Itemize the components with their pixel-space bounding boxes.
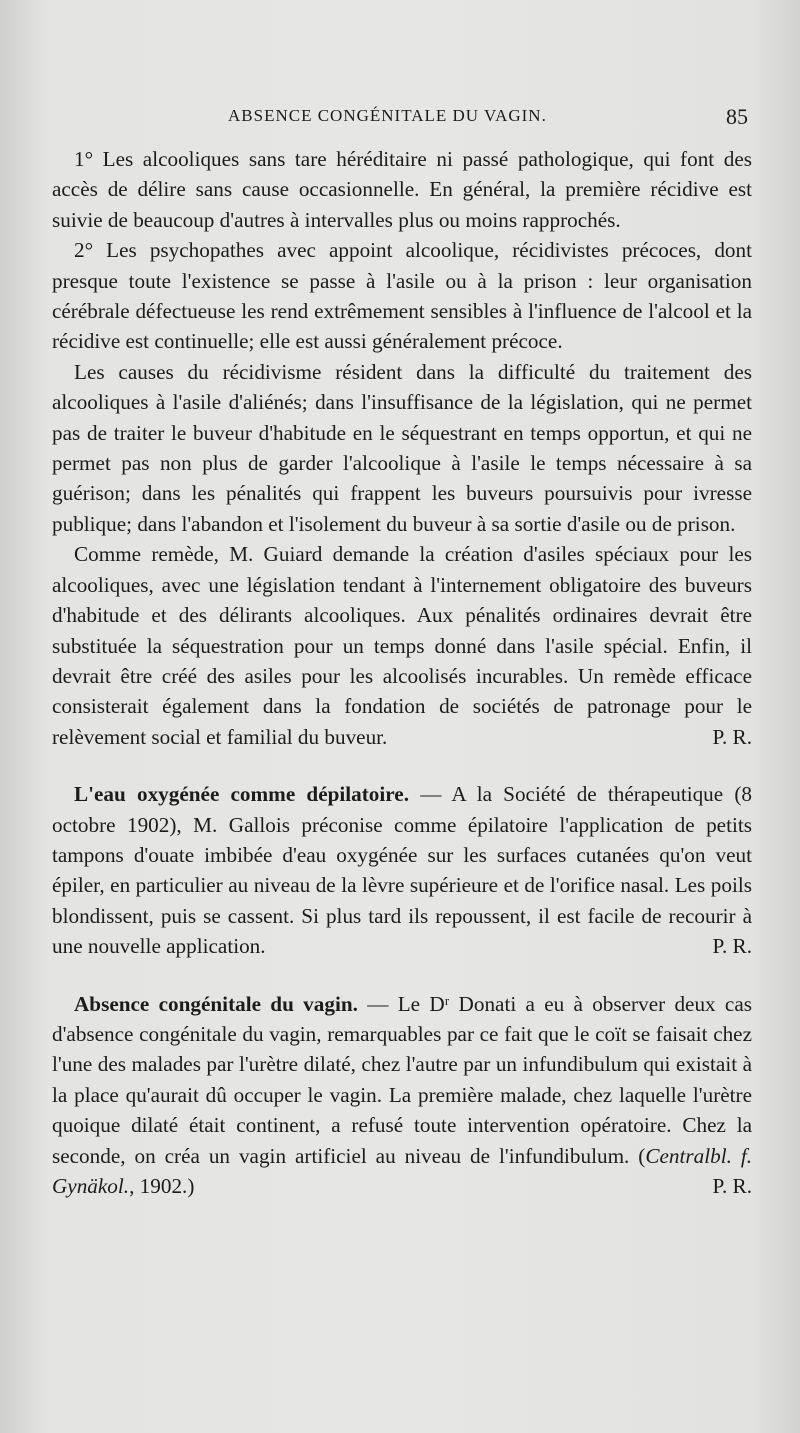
running-title: ABSENCE CONGÉNITALE DU VAGIN. [228, 106, 547, 125]
page-number: 85 [726, 104, 748, 129]
signature: P. R. [712, 724, 752, 749]
section-gap [52, 752, 752, 779]
section-heading: Absence congénitale du vagin. [74, 991, 358, 1016]
section-heading: L'eau oxygénée comme dépilatoire. [74, 782, 410, 807]
page-header [228, 106, 748, 136]
section-body: — Le Dʳ Donati a eu à observer deux cas d'absence congénitale du vagin, remarquables par ce fait que le coït se faisait chez l'une des malades par l'urètre dilaté, chez l'autre par un infundibulum qui existait à la place qu'aurait dû occuper le vagin. La première malade, chez laquelle l'urètre quoique dilaté était continent, a refusé toute intervention opératoire. Chez la seconde, on créa un vagin artificiel au niveau de l'infundibulum. ( [52, 991, 752, 1168]
paragraph-remedy [52, 539, 752, 752]
journal-citation: Centralbl. f. Gynäkol. [52, 1143, 753, 1198]
paragraph-recidivism-causes: Les causes du récidivisme résident dans la difficulté du traitement des alcooliques à l'asile d'aliénés; dans l'insuffisance de la législation, qui ne permet pas de traiter le buveur d'habitude en le séquestrant en temps opportun, et qui ne permet pas non plus de garder l'alcoolique à l'asile le temps nécessaire à sa guérison; dans les pénalités qui frappent les buveurs poursuivis pour ivresse publique; dans l'abandon et l'isolement du buveur à sa sortie d'asile ou de prison. [52, 359, 752, 536]
remedy-text: Comme remède, M. Guiard demande la création d'asiles spéciaux pour les alcooliques, avec une législation tendant à l'internement obligatoire des buveurs d'habitude et des délirants alcooliques. Aux pénalités ordinaires devrait être substituée la séquestration pour un temps donné dans l'asile spécial. Enfin, il devrait être créé des asiles pour les alcoolisés incurables. Un remède efficace consisterait également dans la fondation de sociétés de patronage pour le relèvement social et familial du buveur. [52, 542, 752, 749]
section-vagina [52, 989, 752, 1202]
signature: P. R. [712, 1174, 752, 1198]
citation-tail: , 1902.) [129, 1174, 195, 1198]
section-gap [52, 962, 752, 989]
signature: P. R. [712, 934, 752, 959]
section-depilatory [52, 779, 752, 961]
paragraph-alcoholics-type-2: 2° Les psychopathes avec appoint alcoolique, récidivistes précoces, dont presque toute l'existence se passe à l'asile ou à la prison : leur organisation cérébrale défectueuse les rend extrêmement sensibles à l'influence de l'alcool et la récidive est continuelle; elle est aussi généralement précoce. [52, 238, 752, 354]
page-body [52, 144, 752, 1201]
paragraph-alcoholics-type-1: 1° Les alcooliques sans tare héréditaire ni passé pathologique, qui font des accès de délire sans cause occasionnelle. En général, la première récidive est suivie de beaucoup d'autres à intervalles plus ou moins rapprochés. [52, 147, 752, 232]
section-body: — A la Société de thérapeutique (8 octobre 1902), M. Gallois préconise comme épilatoire l'application de petits tampons d'ouate imbibée d'eau oxygénée sur les surfaces cutanées qu'on veut épiler, en particulier au niveau de la lèvre supérieure et de l'orifice nasal. Les poils blondissent, puis se cassent. Si plus tard ils repoussent, il est facile de recourir à une nouvelle application. [52, 782, 753, 959]
